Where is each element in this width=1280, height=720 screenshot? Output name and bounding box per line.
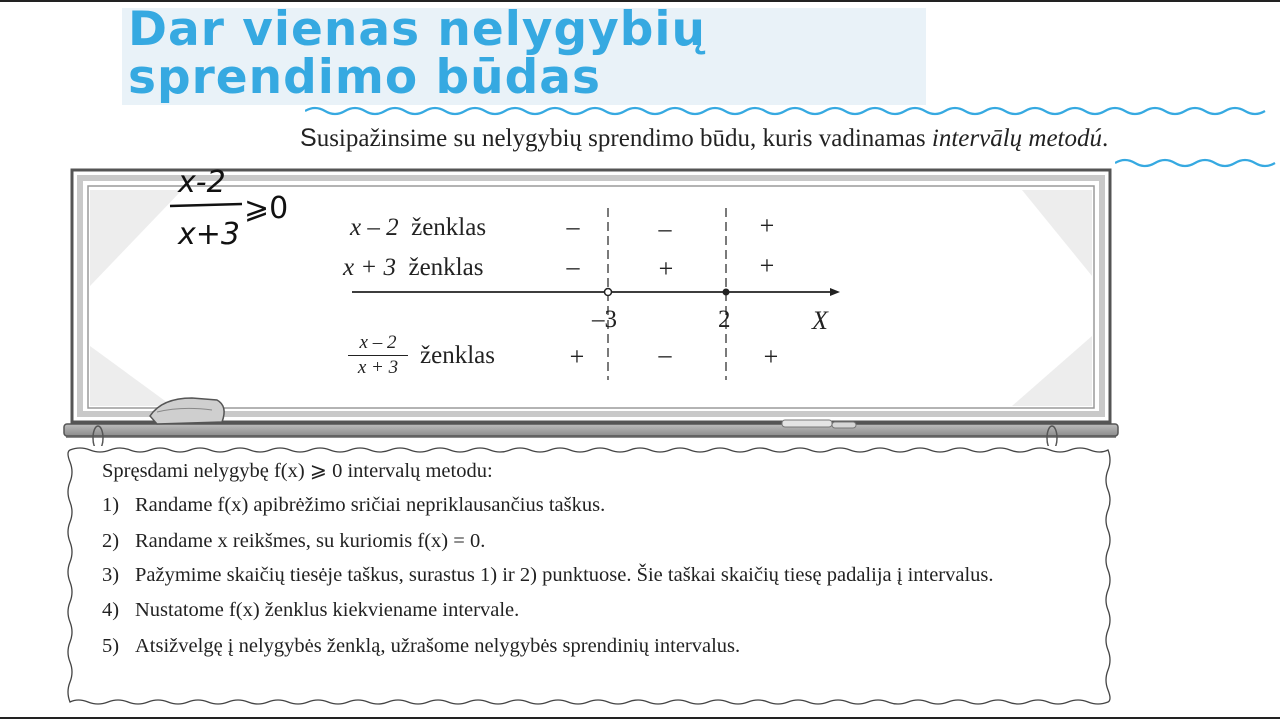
intro-text: usipažinsime su nelygybių sprendimo būdu, kuris vadinamas xyxy=(316,125,932,152)
rule-item-5 xyxy=(102,630,1092,662)
sign-r3-i2: – xyxy=(658,340,672,369)
rules-list xyxy=(102,455,1092,662)
sign-r2-i3: + xyxy=(759,251,775,280)
rule-4-number: 4) xyxy=(102,599,120,621)
sign-r1-i3: + xyxy=(759,211,775,240)
sign-r2-i1: – xyxy=(566,252,580,281)
rule-item-4 xyxy=(102,594,1092,626)
result-numerator: x – 2 xyxy=(359,332,397,353)
result-denominator: x + 3 xyxy=(357,357,399,378)
sign-r1-i1: – xyxy=(566,212,580,241)
result-label: ženklas xyxy=(420,342,495,369)
handwritten-denominator: x+3 xyxy=(178,217,240,252)
rule-item-3 xyxy=(102,561,1092,590)
title-line-2: sprendimo būdas xyxy=(128,50,601,105)
row-2-word: ženklas xyxy=(408,254,484,281)
axis-point-2: 2 xyxy=(718,306,731,333)
wave-decoration-bottom xyxy=(1115,156,1280,170)
rule-2-text: Randame x reikšmes, su kuriomis f(x) = 0. xyxy=(135,530,486,552)
sign-r3-i1: + xyxy=(569,342,585,371)
page-title xyxy=(128,2,706,105)
rule-1-text: Randame f(x) apibrėžimo sričiai nepriklausančius taškus. xyxy=(135,494,606,516)
rule-3-number: 3) xyxy=(102,564,120,586)
rule-4-text: Nustatome f(x) ženklus kiekviename intervale. xyxy=(135,599,520,621)
wave-decoration-top xyxy=(305,104,1275,118)
title-line-1: Dar vienas nelygybių xyxy=(128,2,706,57)
row-1-expr: x – 2 xyxy=(350,214,399,241)
rule-item-1 xyxy=(102,489,1092,521)
intro-emphasis: intervālų metodú xyxy=(931,125,1102,152)
intro-sentence xyxy=(300,124,1108,153)
bottom-border xyxy=(0,717,1280,719)
row-1-word: ženklas xyxy=(411,214,487,241)
rule-item-2 xyxy=(102,525,1092,557)
handwritten-relation: ⩾0 xyxy=(244,191,289,226)
handwritten-numerator: x-2 xyxy=(178,165,226,200)
sign-r2-i2: + xyxy=(658,254,674,283)
intro-end: . xyxy=(1102,125,1109,152)
rules-intro: Spręsdami nelygybę f(x) ⩾ 0 intervalų metodu: xyxy=(102,460,493,482)
rule-5-text: Atsižvelgę į nelygybės ženklą, užrašome nelygybės sprendinių intervalus. xyxy=(135,635,741,657)
rule-5-number: 5) xyxy=(102,635,120,657)
intro-first-letter: S xyxy=(300,124,317,152)
rule-3-text: Pažymime skaičių tiesėje taškus, surastus 1) ir 2) punktuose. Šie taškai skaičių tiesę padalija į intervalus. xyxy=(135,564,994,586)
sign-r1-i2: – xyxy=(658,214,672,243)
result-fraction xyxy=(348,332,408,379)
rule-2-number: 2) xyxy=(102,530,120,552)
axis-label: X xyxy=(812,306,828,335)
handwritten-inequality xyxy=(160,160,310,260)
sign-r3-i3: + xyxy=(763,342,779,371)
rule-1-number: 1) xyxy=(102,494,120,516)
axis-point-minus3: –3 xyxy=(592,306,617,333)
row-2-expr: x + 3 xyxy=(343,254,396,281)
